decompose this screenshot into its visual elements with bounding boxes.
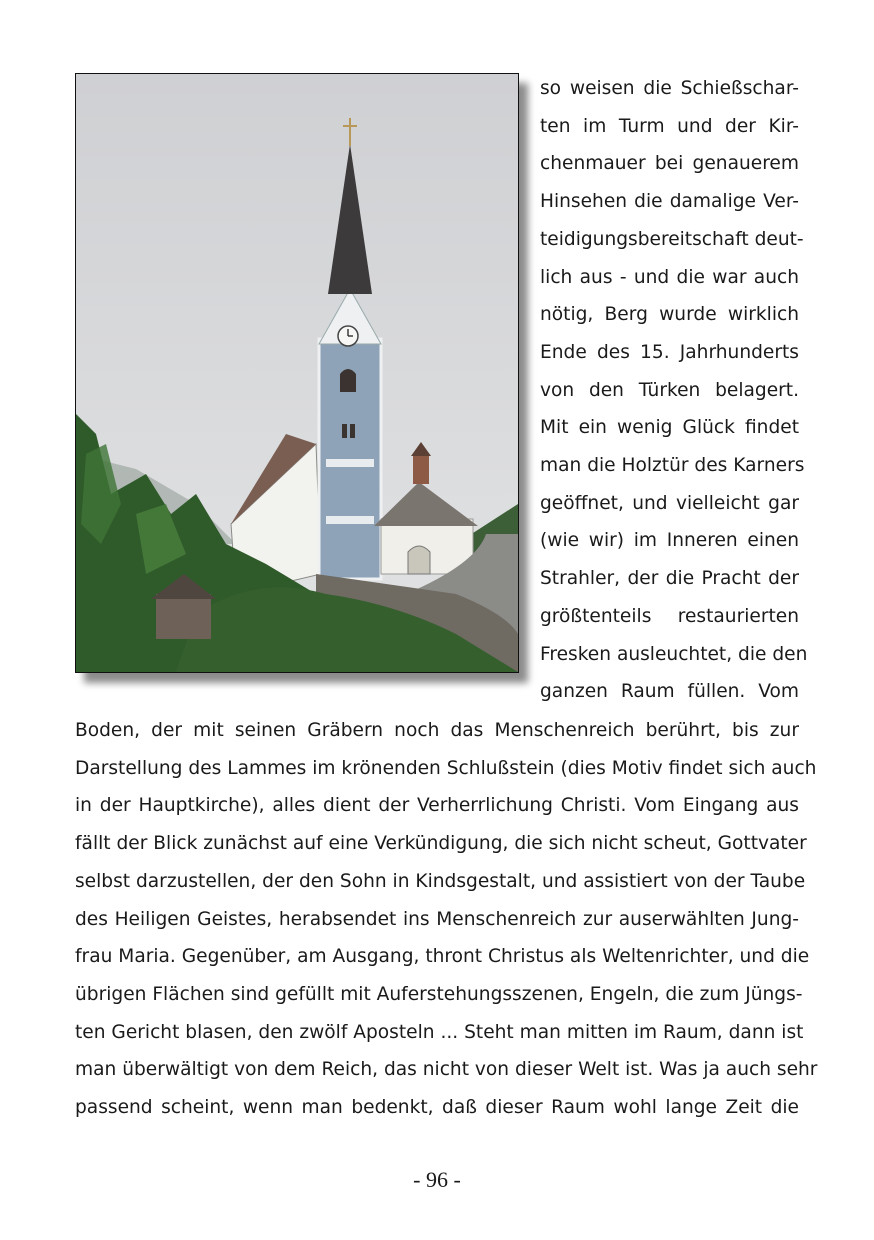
tower-slit-2	[350, 424, 355, 438]
text-line: von den Türken belagert.	[540, 379, 799, 401]
text-line: lich aus - und die war auch	[540, 266, 799, 288]
text-line: chenmauer bei genauerem	[540, 153, 799, 175]
text-line: fällt der Blick zunächst auf eine Verkündigung, die sich nicht scheut, Gottvater	[75, 833, 807, 855]
text-line: des Heiligen Geistes, herabsendet ins Menschenreich zur auserwählten Jung-	[75, 908, 799, 930]
tower-window	[340, 369, 356, 392]
text-line: in der Hauptkirche), alles dient der Verherrlichung Christi. Vom Eingang aus	[75, 795, 799, 817]
text-line: übrigen Flächen sind gefüllt mit Auferstehungsszenen, Engeln, die zum Jüngs-	[75, 983, 803, 1005]
text-line: teidigungsbereitschaft deut-	[540, 228, 804, 250]
shed	[156, 594, 211, 639]
tower-band-lower	[326, 516, 374, 524]
tower-band	[326, 459, 374, 467]
text-line: Fresken ausleuchtet, die den	[540, 643, 808, 665]
text-line: selbst darzustellen, der den Sohn in Kindsgestalt, und assistiert von der Taube	[75, 870, 806, 892]
text-line: so weisen die Schießschar-	[540, 78, 799, 99]
text-line: Darstellung des Lammes im krönenden Schlußstein (dies Motiv findet sich auch	[75, 757, 817, 779]
tower-slit	[342, 424, 347, 438]
charnel-turret	[413, 454, 429, 484]
text-line: Mit ein wenig Glück findet	[540, 417, 799, 439]
charnel-door	[408, 546, 430, 574]
text-line: man die Holztür des Karners	[540, 455, 805, 476]
text-line: (wie wir) im Inneren einen	[540, 530, 799, 552]
text-line: größtenteils restaurierten	[540, 605, 799, 627]
text-line: Strahler, der die Pracht der	[540, 568, 799, 590]
text-line: Ende des 15. Jahrhunderts	[540, 341, 799, 363]
church-photo	[75, 73, 519, 673]
page-number: - 96 -	[413, 1167, 461, 1192]
text-line: man überwältigt von dem Reich, das nicht von dieser Welt ist. Was ja auch sehr	[75, 1059, 818, 1081]
text-line: ten im Turm und der Kir-	[540, 115, 799, 137]
church-illustration	[76, 74, 518, 672]
text-line: Hinsehen die damalige Ver-	[540, 191, 799, 213]
text-line: nötig, Berg wurde wirklich	[540, 304, 799, 326]
text-line: ganzen Raum füllen. Vom	[540, 681, 799, 703]
text-line: geöffnet, und vielleicht gar	[540, 492, 799, 514]
text-line: Boden, der mit seinen Gräbern noch das Menschenreich berührt, bis zur	[75, 720, 799, 741]
text-line: ten Gericht blasen, den zwölf Aposteln ... Steht man mitten im Raum, dann ist	[75, 1021, 804, 1043]
text-line: passend scheint, wenn man bedenkt, daß dieser Raum wohl lange Zeit die	[75, 1097, 799, 1118]
text-line: frau Maria. Gegenüber, am Ausgang, thront Christus als Weltenrichter, und die	[75, 946, 810, 968]
